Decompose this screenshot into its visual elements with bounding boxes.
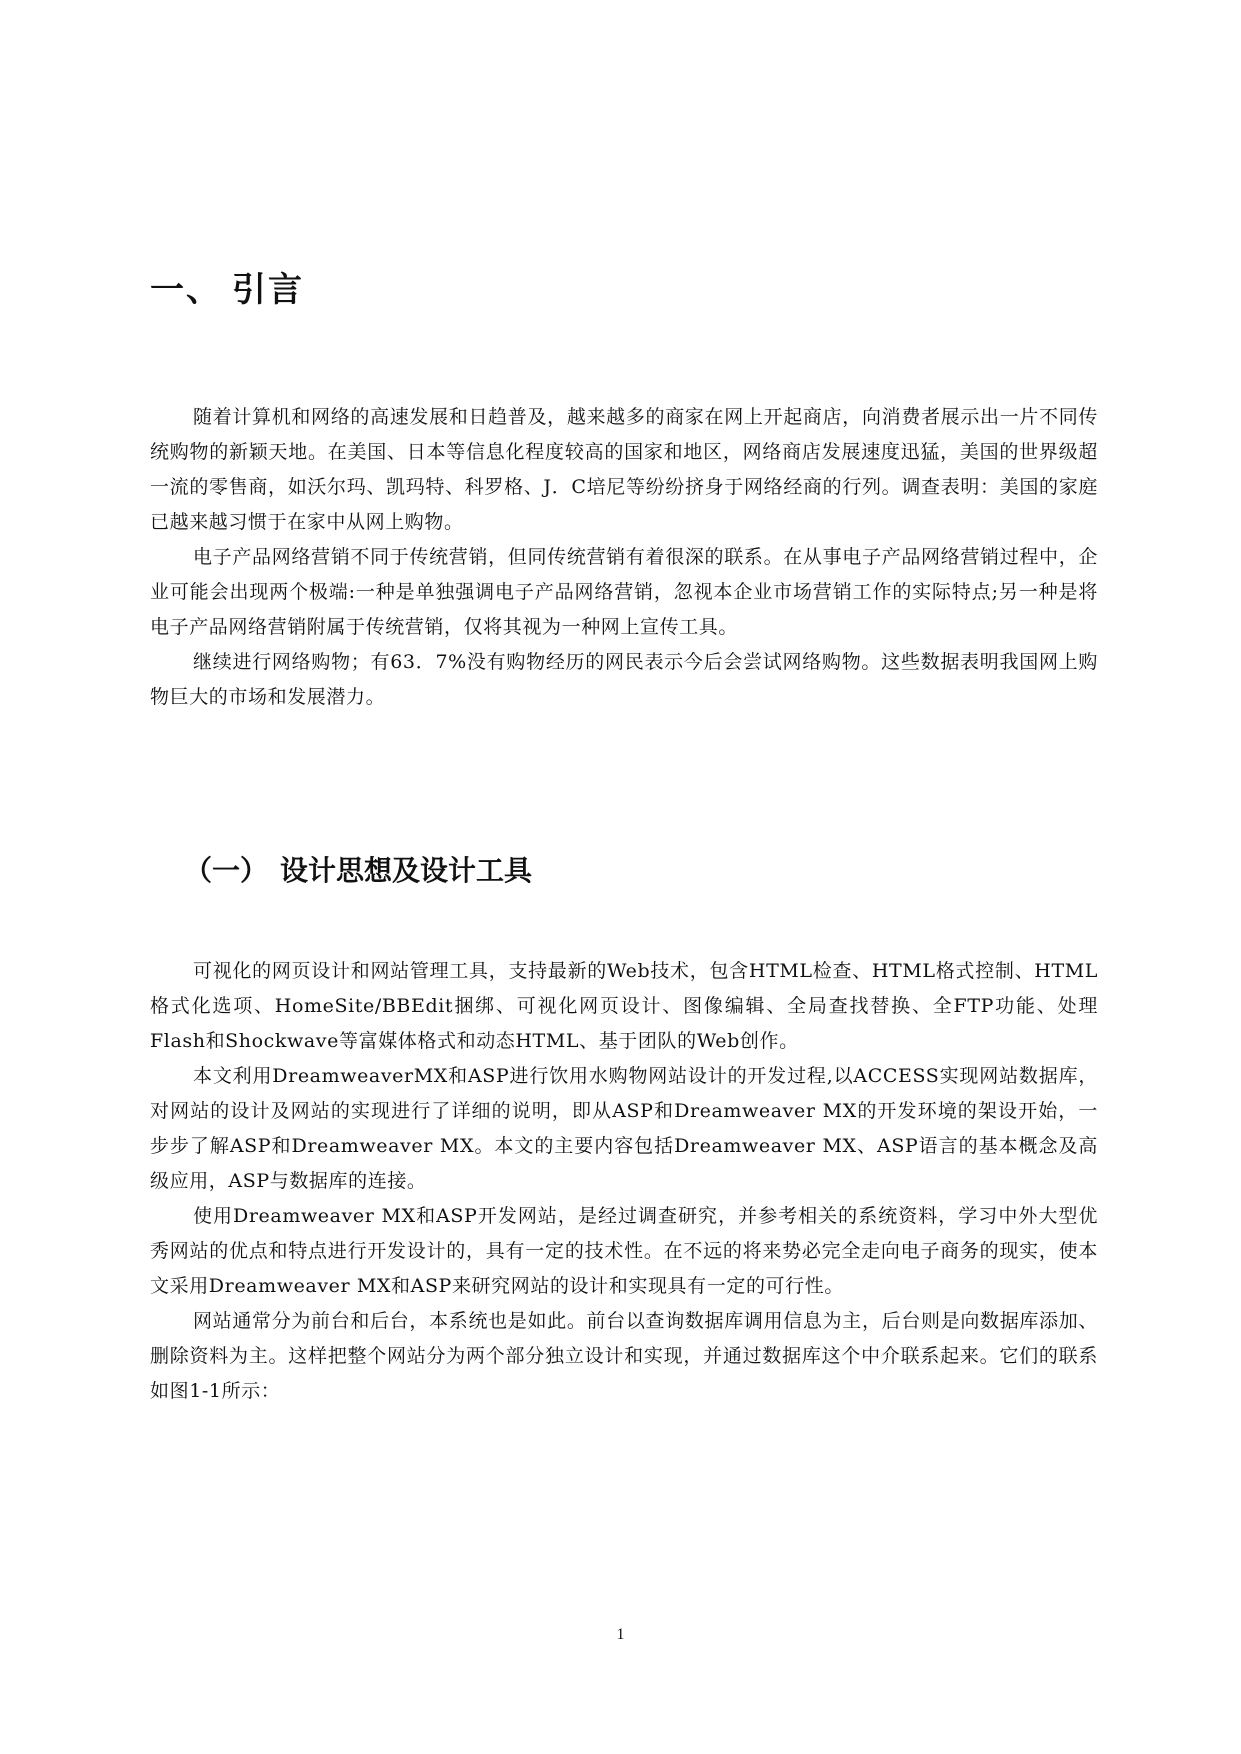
paragraph: 可视化的网页设计和网站管理工具，支持最新的Web技术，包含HTML检查、HTML格式控制、HTML格式化选项、HomeSite/BBEdit捆绑、可视化网页设计、图像编辑、全局查找替换、全FTP功能、处理Flash和Shockwave等富媒体格式和动态HTML、基于团队的Web创作。 [150,960,1098,1052]
subsection-body [150,954,1098,1409]
paragraph: 继续进行网络购物；有63．7%没有购物经历的网民表示今后会尝试网络购物。这些数据表明我国网上购物巨大的市场和发展潜力。 [150,651,1098,708]
subsection-number: （一） [184,854,269,887]
section-heading [150,262,304,311]
paragraph: 电子产品网络营销不同于传统营销，但同传统营销有着很深的联系。在从事电子产品网络营销过程中，企业可能会出现两个极端:一种是单独强调电子产品网络营销，忽视本企业市场营销工作的实际特点;另一种是将电子产品网络营销附属于传统营销，仅将其视为一种网上宣传工具。 [150,546,1098,638]
page-number: 1 [616,1626,625,1643]
paragraph: 使用Dreamweaver MX和ASP开发网站，是经过调查研究，并参考相关的系统资料，学习中外大型优秀网站的优点和特点进行开发设计的，具有一定的技术性。在不远的将来势必完全走向电子商务的现实，使本文采用Dreamweaver MX和ASP来研究网站的设计和实现具有一定的可行性。 [150,1205,1098,1297]
section-number: 一、 [150,270,222,310]
section-title: 引言 [232,270,304,310]
section-body [150,400,1098,715]
paragraph: 随着计算机和网络的高速发展和日趋普及，越来越多的商家在网上开起商店，向消费者展示出一片不同传统购物的新颖天地。在美国、日本等信息化程度较高的国家和地区，网络商店发展速度迅猛，美国的世界级超一流的零售商，如沃尔玛、凯玛特、科罗格、J．C培尼等纷纷挤身于网络经商的行列。调查表明：美国的家庭已越来越习惯于在家中从网上购物。 [150,406,1098,533]
paragraph: 网站通常分为前台和后台，本系统也是如此。前台以查询数据库调用信息为主，后台则是向数据库添加、删除资料为主。这样把整个网站分为两个部分独立设计和实现，并通过数据库这个中介联系起来。它们的联系如图1-1所示： [150,1310,1098,1402]
paragraph: 本文利用DreamweaverMX和ASP进行饮用水购物网站设计的开发过程,以ACCESS实现网站数据库，对网站的设计及网站的实现进行了详细的说明，即从ASP和Dreamweaver MX的开发环境的架设开始，一步步了解ASP和Dreamweaver MX。本文的主要内容包括Dreamweaver MX、ASP语言的基本概念及高级应用，ASP与数据库的连接。 [150,1065,1098,1192]
subsection-heading [184,849,532,889]
subsection-title: 设计思想及设计工具 [280,854,533,887]
